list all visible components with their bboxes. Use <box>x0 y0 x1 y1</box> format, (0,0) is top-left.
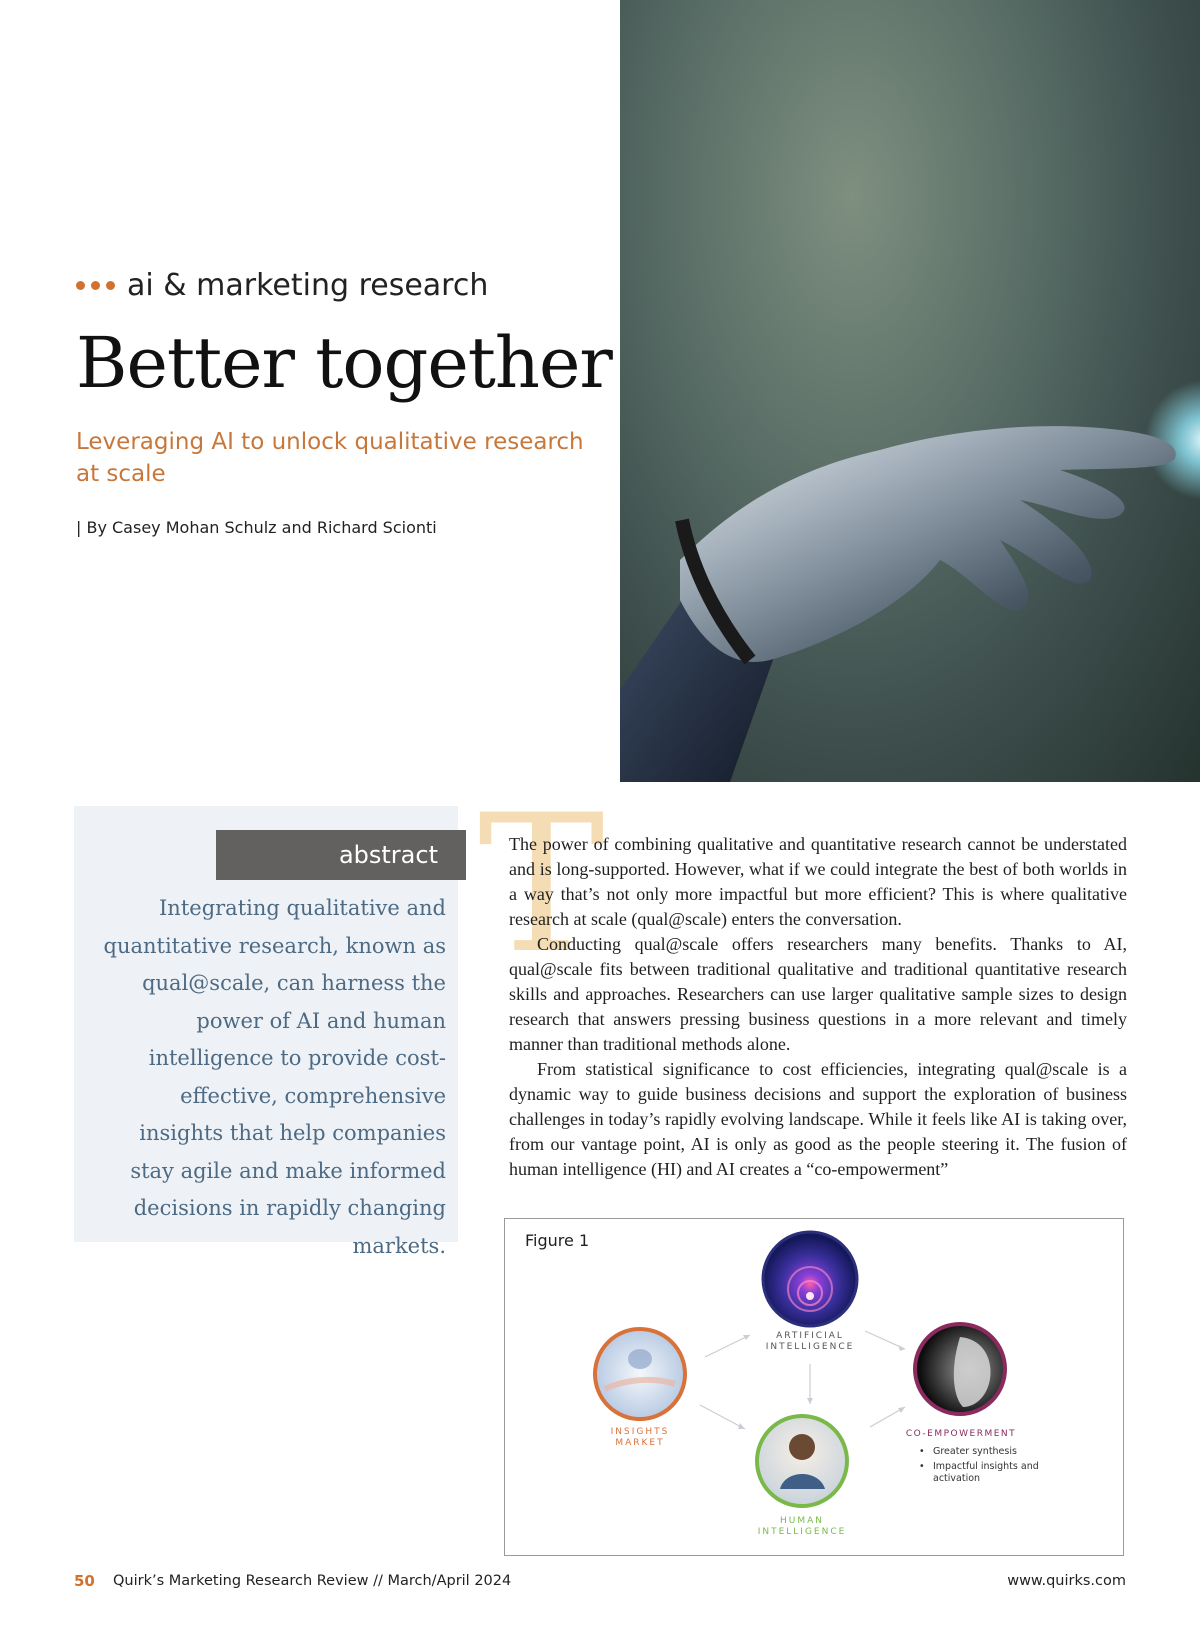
body-paragraph: From statistical significance to cost efficiencies, integrating qual@scale is a dynamic way to guide business decisions and support the exploration of business challenges in today’s rapidly evolving landscape. While it feels like AI is taking over, from our vantage point, AI is only as good as the people steering it. The fusion of human intelligence (HI) and AI creates a “co-empowerment” <box>509 1059 1127 1179</box>
abstract-text: Integrating qualitative and quantitative research, known as qual@scale, can harness the power of AI and human intelligence to provide cost-effective, comprehensive insights that help companies stay agile and make informed decisions in rapidly changing markets. <box>103 896 446 1258</box>
insights-node-icon <box>595 1329 685 1419</box>
figure-diagram <box>505 1219 1125 1557</box>
co-empowerment-list <box>915 1446 1043 1488</box>
page-number: 50 <box>74 1572 95 1590</box>
article-title: Better together <box>76 322 612 404</box>
body-paragraph: Conducting qual@scale offers researchers many benefits. Thanks to AI, qual@scale fits between traditional qualitative and traditional quantitative research skills and approaches. Researchers can use larger qualitative sample sizes to design research that answers pressing business questions in a more relevant and timely manner than traditional methods alone. <box>509 934 1127 1054</box>
publication-line: Quirk’s Marketing Research Review // March/April 2024 <box>113 1573 512 1589</box>
figure-1 <box>504 1218 1124 1556</box>
article-body <box>509 832 1127 1182</box>
human-node-label: HUMAN INTELLIGENCE <box>757 1516 847 1537</box>
co-empowerment-item: • Greater synthesis <box>915 1446 1043 1458</box>
ai-node-label: ARTIFICIAL INTELLIGENCE <box>765 1331 855 1352</box>
co-empowerment-node-label: CO-EMPOWERMENT <box>905 1429 1017 1439</box>
insights-node-label: INSIGHTS MARKET <box>610 1427 670 1448</box>
drop-cap: T <box>478 774 605 995</box>
co-empowerment-item: • Impactful insights and activation <box>915 1461 1043 1485</box>
kicker-dots-icon <box>76 281 115 290</box>
publication-url: www.quirks.com <box>1007 1573 1126 1589</box>
kicker-label: ai & marketing research <box>127 268 489 303</box>
hero-image-robot-hand <box>620 0 1200 782</box>
robot-hand-illustration <box>620 0 1200 782</box>
abstract-label: abstract <box>216 830 466 880</box>
human-node-icon <box>757 1416 847 1506</box>
article-byline: | By Casey Mohan Schulz and Richard Scionti <box>76 518 437 537</box>
figure-caption: Figure 1 <box>525 1231 590 1250</box>
section-kicker <box>76 268 488 303</box>
body-paragraph: The power of combining qualitative and quantitative research cannot be understated and is long-supported. However, what if we could integrate the best of both worlds in a way that’s not only more impactful but more efficient? This is where qualitative research at scale (qual@scale) enters the conversation. <box>509 834 1127 929</box>
article-subtitle: Leveraging AI to unlock qualitative research at scale <box>76 429 584 487</box>
